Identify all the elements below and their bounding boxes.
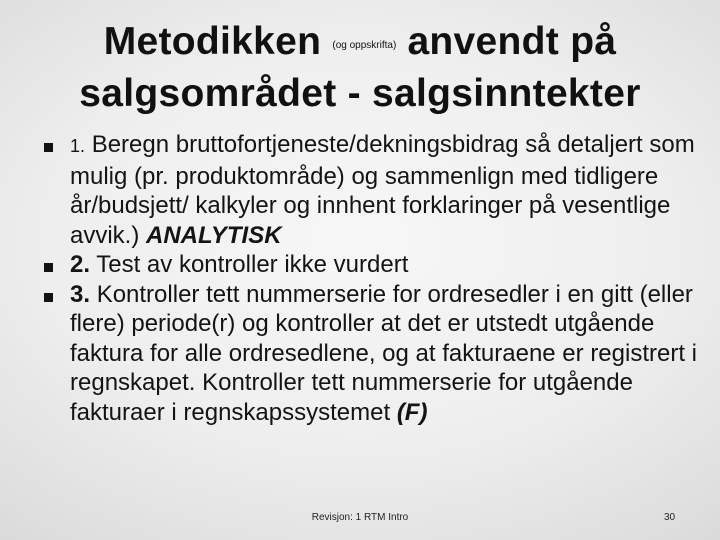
bullet-number: 3. (70, 280, 91, 308)
bullet-item-2 (44, 250, 704, 280)
square-bullet-icon (44, 263, 53, 272)
bullet-list (44, 130, 704, 427)
bullet-item-1 (44, 130, 704, 250)
bullet-number: 1. (70, 136, 86, 156)
title-line1-start: Metodikken (103, 20, 322, 63)
title-line2: salgsområdet - salgsinntekter (79, 72, 641, 115)
bullet-emphasis: (F) (396, 398, 428, 426)
bullet-item-3 (44, 280, 704, 428)
square-bullet-icon (44, 293, 53, 302)
bullet-number: 2. (70, 251, 91, 278)
slide-title (0, 18, 720, 118)
title-line1-end: anvendt på (407, 20, 617, 63)
bullet-emphasis: ANALYTISK (146, 221, 282, 249)
page-number: 30 (664, 512, 676, 523)
bullet-text: Kontroller tett nummerserie for ordresedler i en gitt (eller flere) periode(r) og kontroller at det er utstedt utgående faktura for alle ordresedlene, og at fakturaene er registrert i regnskapet. Kontroller tett nummerserie for utgående fakturaer i regnskapssystemet (70, 280, 697, 426)
footer-text: Revisjon: 1 RTM Intro (311, 512, 409, 523)
title-note: (og oppskrifta) (332, 40, 397, 51)
bullet-text: Test av kontroller ikke vurdert (96, 251, 409, 278)
bullet-text: Beregn bruttofortjeneste/dekningsbidrag så detaljert som mulig (pr. produktområde) og sammenlign med tidligere år/budsjett/ kalkyler og innhent forklaringer på vesentlige avvik.) (70, 131, 695, 249)
square-bullet-icon (44, 143, 53, 152)
